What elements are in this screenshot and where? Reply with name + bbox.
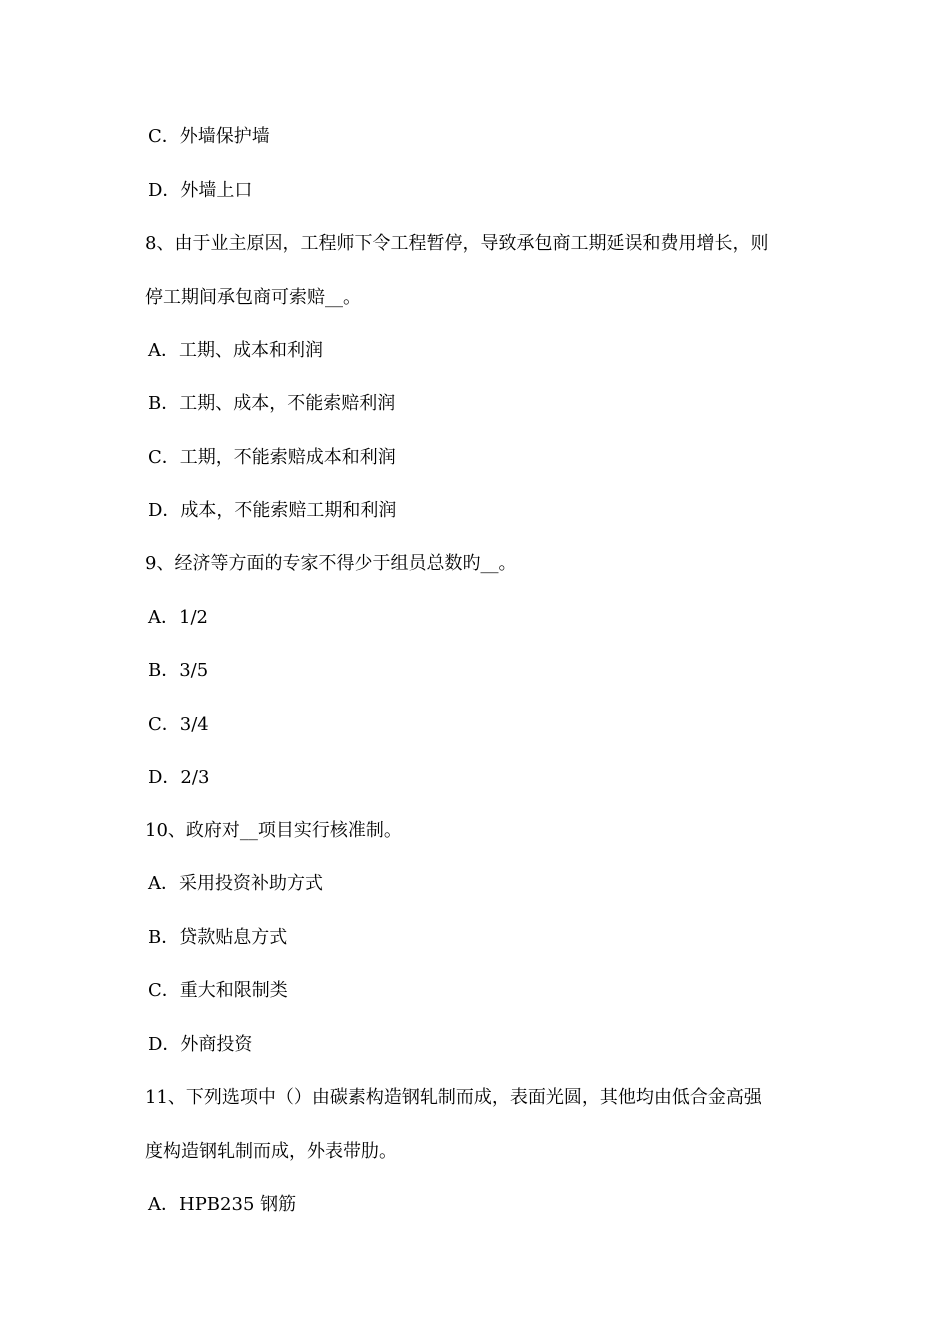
question-9: 9、经济等方面的专家不得少于组员总数旳__。	[145, 553, 517, 574]
option-b-q10: B．贷款贴息方式	[148, 927, 288, 948]
option-c-q9: C．3/4	[148, 714, 209, 735]
option-a-q10: A．采用投资补助方式	[148, 873, 323, 894]
option-d-q8: D．成本，不能索赔工期和利润	[148, 500, 397, 521]
option-d-q7: D．外墙上口	[148, 180, 253, 201]
option-a-q9: A．1/2	[148, 607, 208, 628]
option-a-q11: A．HPB235 钢筋	[148, 1194, 297, 1215]
option-b-q9: B．3/5	[148, 660, 209, 681]
option-c-q7: C．外墙保护墙	[148, 126, 270, 147]
option-d-q10: D．外商投资	[148, 1034, 253, 1055]
option-b-q8: B．工期、成本，不能索赔利润	[148, 393, 396, 414]
question-11-line-1: 11、下列选项中（）由碳素构造钢轧制而成，表面光圆，其他均由低合金高强	[145, 1087, 762, 1108]
question-10: 10、政府对__项目实行核准制。	[145, 820, 402, 841]
option-c-q10: C．重大和限制类	[148, 980, 288, 1001]
question-8-line-1: 8、由于业主原因，工程师下令工程暂停，导致承包商工期延误和费用增长，则	[145, 233, 769, 254]
option-c-q8: C．工期，不能索赔成本和利润	[148, 447, 396, 468]
question-8-line-2: 停工期间承包商可索赔__。	[145, 287, 361, 308]
option-d-q9: D．2/3	[148, 767, 210, 788]
option-a-q8: A．工期、成本和利润	[148, 340, 323, 361]
question-11-line-2: 度构造钢轧制而成，外表带肋。	[145, 1141, 397, 1162]
